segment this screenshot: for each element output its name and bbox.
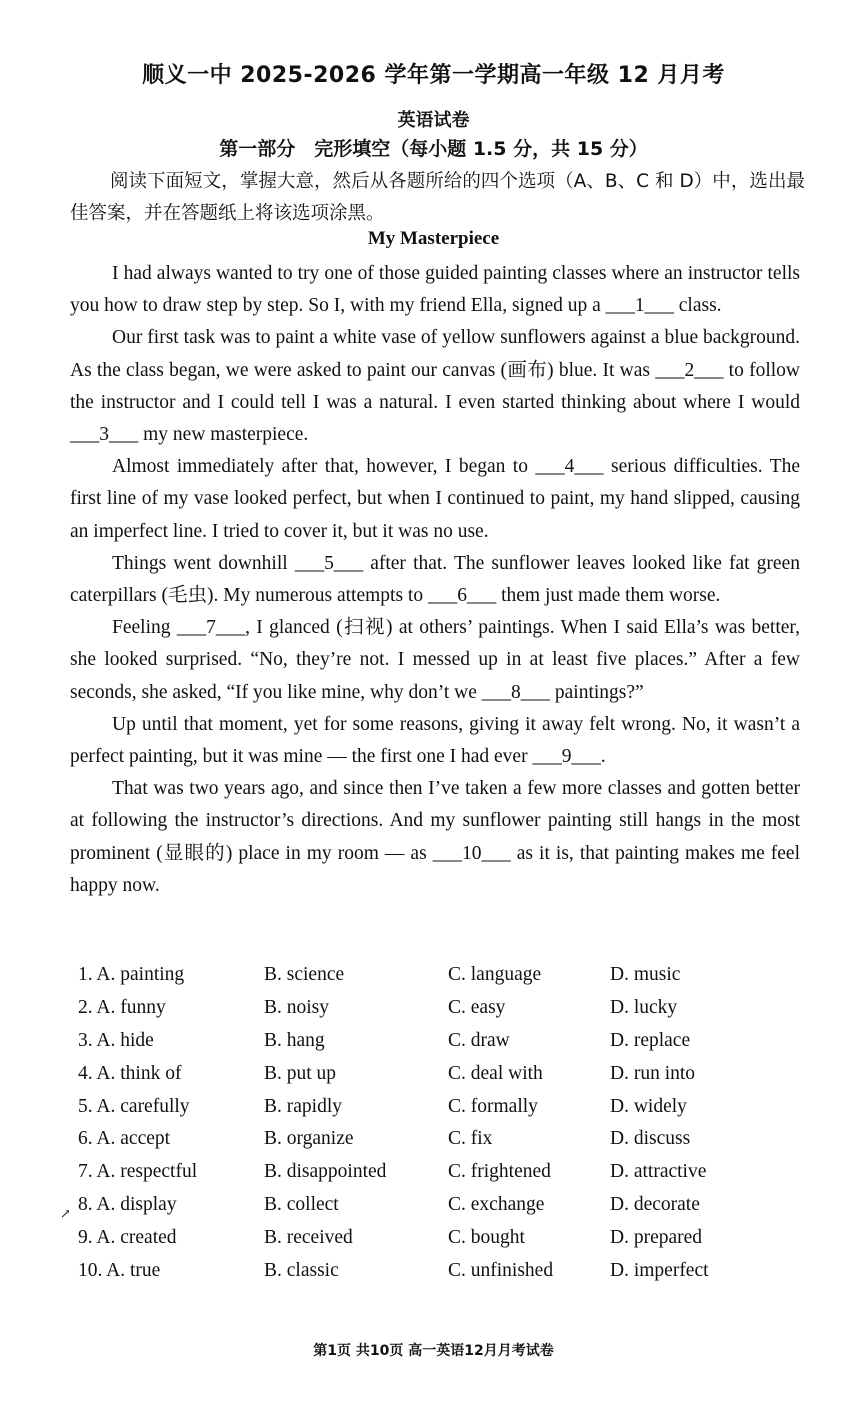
passage-paragraph bbox=[70, 612, 800, 709]
answer-option: C. frightened bbox=[448, 1161, 551, 1183]
cloze-blank: ___4___ bbox=[535, 456, 604, 478]
passage-text: to follow the instructor and I could tell I was a natural. I even started thinking about where I would bbox=[70, 359, 800, 413]
answer-option: B. noisy bbox=[264, 996, 330, 1018]
answer-option: B. rapidly bbox=[264, 1095, 342, 1117]
options-list bbox=[78, 959, 818, 1288]
answer-option: 7. A. respectful bbox=[78, 1161, 198, 1183]
question-option-row bbox=[78, 959, 818, 992]
answer-option: D. run into bbox=[610, 1062, 696, 1084]
answer-option: 6. A. accept bbox=[78, 1128, 171, 1150]
answer-option: B. collect bbox=[264, 1194, 339, 1216]
cloze-blank: ___5___ bbox=[294, 552, 364, 574]
answer-option: B. classic bbox=[264, 1260, 339, 1282]
answer-option: D. lucky bbox=[610, 996, 678, 1018]
answer-option: D. widely bbox=[610, 1095, 687, 1117]
passage-text: Almost immediately after that, however, I began to bbox=[112, 456, 536, 478]
question-option-row bbox=[78, 1058, 818, 1091]
answer-option: C. draw bbox=[448, 1029, 510, 1051]
answer-option: C. formally bbox=[448, 1095, 538, 1117]
passage-body bbox=[70, 258, 800, 902]
passage-text: them just made them worse. bbox=[496, 585, 721, 607]
answer-option: 9. A. created bbox=[78, 1227, 177, 1249]
question-option-row bbox=[78, 1255, 818, 1288]
section-heading: 第一部分 完形填空（每小题 1.5 分，共 15 分） bbox=[219, 138, 648, 160]
section-instructions: 阅读下面短文，掌握大意，然后从各题所给的四个选项（A、B、C 和 D）中，选出最佳答案，并在答题纸上将该选项涂黑。 bbox=[70, 171, 805, 224]
passage-paragraph bbox=[70, 709, 800, 773]
answer-option: C. easy bbox=[448, 996, 506, 1018]
passage-paragraph bbox=[70, 451, 800, 548]
cloze-blank: ___10___ bbox=[432, 842, 511, 864]
answer-option: 2. A. funny bbox=[78, 996, 166, 1018]
answer-option: C. exchange bbox=[448, 1194, 545, 1216]
answer-option: D. discuss bbox=[610, 1128, 691, 1150]
answer-option: 10. A. true bbox=[78, 1260, 161, 1282]
answer-option: D. imperfect bbox=[610, 1260, 709, 1282]
exam-title: 顺义一中 2025-2026 学年第一学期高一年级 12 月月考 bbox=[142, 63, 725, 88]
question-option-row bbox=[78, 1025, 818, 1058]
answer-option: D. music bbox=[610, 964, 681, 985]
cloze-blank: ___7___ bbox=[176, 617, 246, 639]
answer-option: B. organize bbox=[264, 1128, 354, 1150]
answer-option: B. put up bbox=[264, 1062, 337, 1084]
passage-paragraph bbox=[70, 773, 800, 902]
passage-text: Our first task was to paint a white vase of yellow sunflowers against a blue background. As the class began, we were asked to paint our canvas (画布) blue. It was bbox=[70, 327, 800, 381]
answer-option: C. language bbox=[448, 964, 542, 985]
answer-option: C. unfinished bbox=[448, 1260, 554, 1282]
answer-option: B. hang bbox=[264, 1029, 325, 1051]
question-option-row bbox=[78, 1091, 818, 1124]
answer-option: D. prepared bbox=[610, 1227, 703, 1249]
question-option-row bbox=[78, 1156, 818, 1189]
passage-text: I had always wanted to try one of those guided painting classes where an instructor tells you how to draw step by step. So I, with my friend Ella, signed up a bbox=[70, 263, 800, 317]
cloze-blank: ___8___ bbox=[481, 681, 551, 703]
cloze-blank: ___2___ bbox=[655, 359, 724, 381]
question-option-row bbox=[78, 1222, 818, 1255]
question-option-row bbox=[78, 1189, 818, 1222]
passage-paragraph bbox=[70, 548, 800, 612]
exam-subject: 英语试卷 bbox=[397, 110, 470, 131]
passage-text: Things went downhill bbox=[112, 552, 295, 574]
passage-text: paintings?” bbox=[550, 681, 644, 703]
passage-paragraph bbox=[70, 258, 800, 322]
passage-text: serious difficulties. The first line of my vase looked perfect, but when I continued to paint, my hand slipped, causing an imperfect line. I tried to cover it, but it was no use. bbox=[70, 456, 800, 542]
page-footer: 第1页 共10页 高一英语12月月考试卷 bbox=[313, 1343, 554, 1359]
pen-mark-icon: ↗ bbox=[60, 1206, 71, 1221]
passage-title: My Masterpiece bbox=[367, 228, 500, 249]
answer-option: 3. A. hide bbox=[78, 1029, 154, 1051]
answer-option: C. deal with bbox=[448, 1062, 543, 1084]
answer-option: D. attractive bbox=[610, 1161, 707, 1183]
answer-option: B. received bbox=[264, 1227, 353, 1249]
answer-option: D. replace bbox=[610, 1029, 691, 1051]
answer-option: B. disappointed bbox=[264, 1161, 387, 1183]
passage-text: my new masterpiece. bbox=[138, 424, 309, 446]
answer-option: C. fix bbox=[448, 1128, 493, 1150]
question-option-row bbox=[78, 992, 818, 1025]
cloze-blank: ___3___ bbox=[70, 424, 139, 446]
passage-text: Feeling bbox=[112, 617, 177, 639]
passage-paragraph bbox=[70, 322, 800, 451]
cloze-blank: ___6___ bbox=[427, 585, 497, 607]
cloze-blank: ___9___ bbox=[532, 746, 601, 768]
passage-text: That was two years ago, and since then I’ve taken a few more classes and gotten better at following the instructor’s directions. And my sunflower painting still hangs in the most prominent (显眼的) place in my room — as bbox=[70, 778, 800, 864]
answer-option: B. science bbox=[264, 964, 345, 985]
answer-option: D. decorate bbox=[610, 1194, 700, 1216]
passage-text: Up until that moment, yet for some reasons, giving it away felt wrong. No, it wasn’t a perfect painting, but it was mine — the first one I had ever bbox=[70, 713, 800, 768]
passage-text: , I glanced (扫视) at others’ paintings. When I said Ella’s was better, she looked surprised. “No, they’re not. I messed up in at least five places.” After a few seconds, she asked, “If you like mine, why don’t we bbox=[70, 617, 801, 703]
cloze-blank: ___1___ bbox=[605, 295, 674, 317]
answer-option: 4. A. think of bbox=[78, 1062, 182, 1084]
answer-option: 1. A. painting bbox=[78, 964, 185, 985]
passage-text: . bbox=[600, 746, 606, 768]
passage-text: after that. The sunflower leaves looked like fat green caterpillars (毛虫). My numerous attempts to bbox=[70, 552, 800, 607]
passage-text: as it is, that painting makes me feel happy now. bbox=[70, 842, 800, 896]
answer-option: 8. A. display bbox=[78, 1194, 177, 1216]
answer-option: C. bought bbox=[448, 1227, 525, 1249]
answer-option: 5. A. carefully bbox=[78, 1095, 190, 1117]
passage-text: class. bbox=[673, 295, 722, 317]
question-option-row bbox=[78, 1123, 818, 1156]
